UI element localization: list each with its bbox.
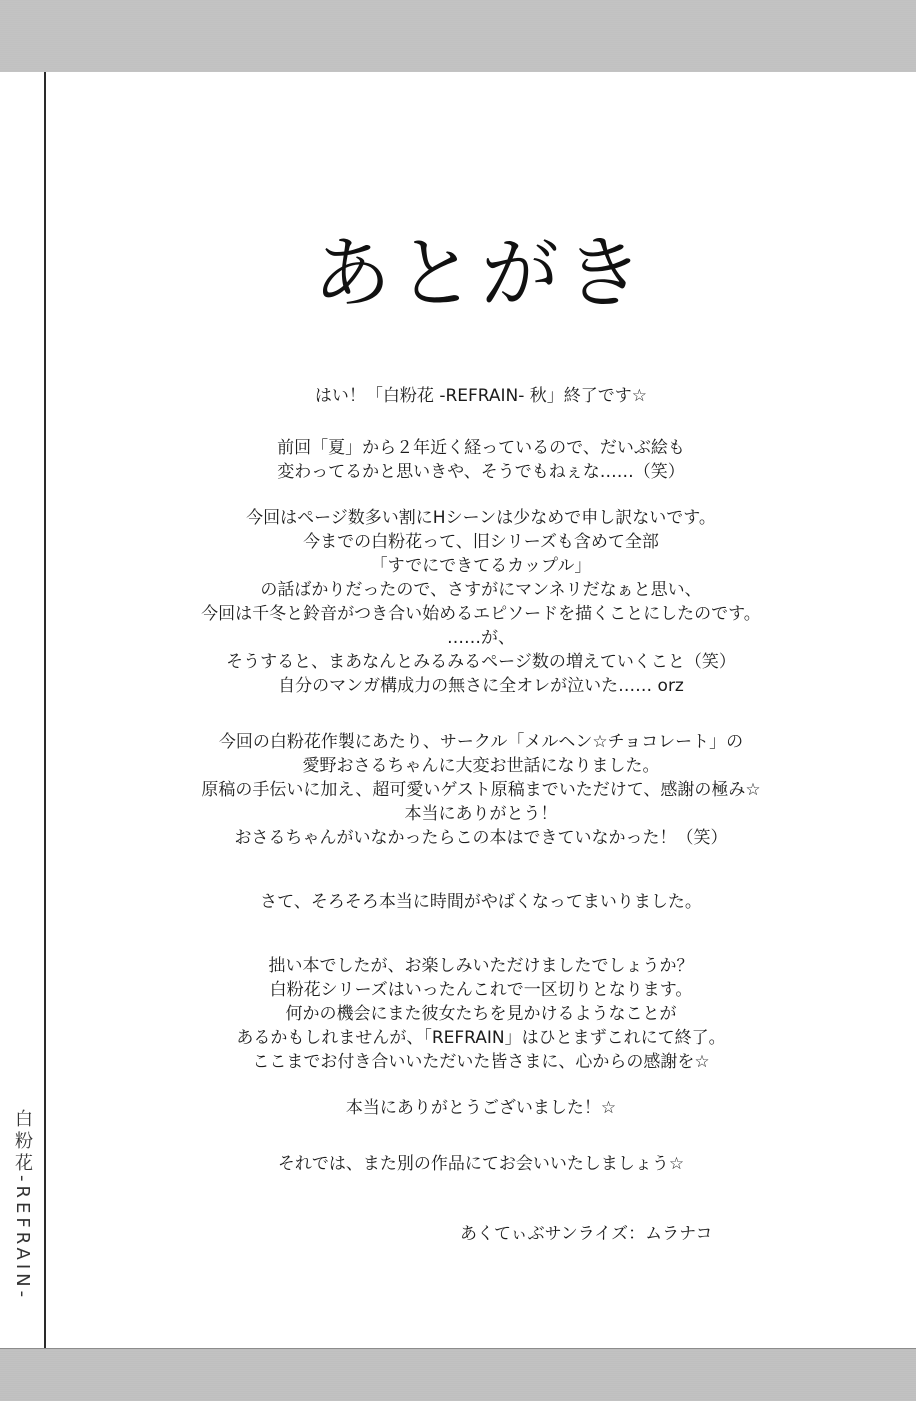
text-line: 拙い本でしたが、お楽しみいただけましたでしょうか？: [268, 956, 694, 976]
text-line: 本当にありがとうございました！☆: [345, 1098, 617, 1118]
text-line: さて、そろそろ本当に時間がやばくなってまいりました。: [260, 892, 702, 912]
text-line: それでは、また別の作品にてお会いいたしましょう☆: [277, 1154, 685, 1174]
author-signature: あくてぃぶサンライズ：ムラナコ: [460, 1224, 713, 1244]
text-line: 何かの機会にまた彼女たちを見かけるようなことが: [285, 1004, 677, 1024]
paragraph: [46, 890, 916, 914]
text-line: 自分のマンガ構成力の無さに全オレが泣いた…… orz: [278, 676, 684, 696]
paragraph: [46, 436, 916, 484]
text-line: そうすると、まあなんとみるみるページ数の増えていくこと（笑）: [226, 652, 736, 672]
text-line: おさるちゃんがいなかったらこの本はできていなかった！（笑）: [234, 828, 728, 848]
text-line: 本当にありがとう！: [404, 804, 558, 824]
text-line: の話ばかりだったので、さすがにマンネリだなぁと思い、: [260, 580, 702, 600]
afterword-body: [46, 384, 916, 1176]
spine-text: 白粉花-REFRAIN-: [12, 1108, 33, 1302]
text-line: ……が、: [447, 628, 515, 648]
paragraph: [46, 1096, 916, 1120]
text-line: 「すでにできてるカップル」: [370, 556, 592, 576]
text-line: 変わってるかと思いきや、そうでもねぇな……（笑）: [277, 462, 685, 482]
text-line: 今回はページ数多い割にHシーンは少なめで申し訳ないです。: [246, 508, 716, 528]
page-title: あとがき: [312, 229, 649, 319]
bottom-scan-band: [0, 1348, 916, 1401]
text-line: 前回「夏」から２年近く経っているので、だいぶ絵も: [277, 438, 685, 458]
spine-label: [6, 1085, 38, 1325]
paragraph: [46, 506, 916, 698]
paragraph: [46, 954, 916, 1074]
text-line: 白粉花シリーズはいったんこれで一区切りとなります。: [269, 980, 693, 1000]
text-line: 今回の白粉花作製にあたり、サークル「メルヘン☆チョコレート」の: [218, 732, 744, 752]
paragraph: [46, 1152, 916, 1176]
text-line: 今までの白粉花って、旧シリーズも含めて全部: [303, 532, 659, 552]
text-line: はい！「白粉花 -REFRAIN- 秋」終了です☆: [314, 386, 648, 406]
paragraph: [46, 730, 916, 850]
text-line: 今回は千冬と鈴音がつき合い始めるエピソードを描くことにしたのです。: [201, 604, 761, 624]
text-line: 原稿の手伝いに加え、超可愛いゲスト原稿までいただけて、感謝の極み☆: [201, 780, 761, 800]
text-line: あるかもしれませんが、「REFRAIN」はひとまずこれにて終了。: [236, 1028, 726, 1048]
text-line: 愛野おさるちゃんに大変お世話になりました。: [302, 756, 660, 776]
paragraph: [46, 384, 916, 408]
text-line: ここまでお付き合いいただいた皆さまに、心からの感謝を☆: [252, 1052, 710, 1072]
top-scan-band: [0, 0, 916, 72]
